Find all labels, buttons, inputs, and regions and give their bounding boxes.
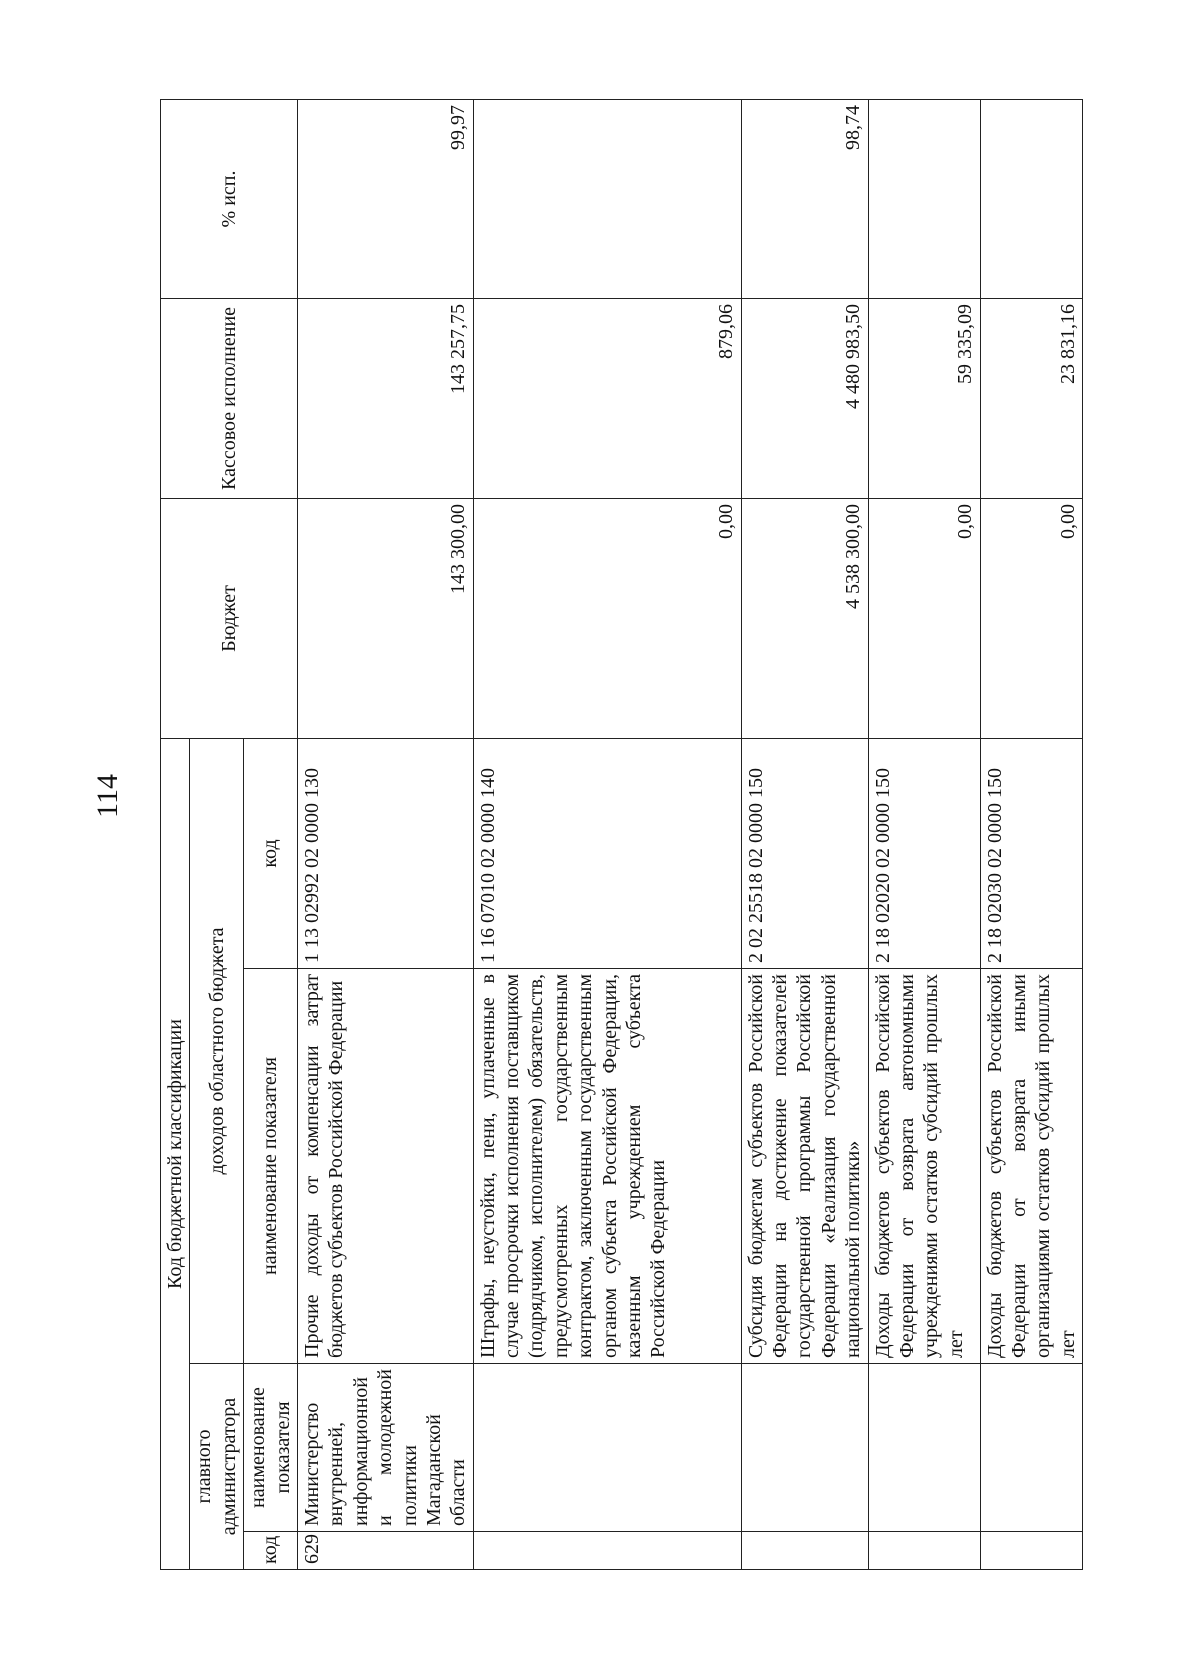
percent-cell <box>980 99 1083 298</box>
admin-name-cell: Министерство внутренней, информационной и молодежной политики Магаданской области <box>297 1364 473 1532</box>
cash-cell: 879,06 <box>473 298 741 498</box>
budget-cell: 0,00 <box>980 498 1083 738</box>
revenue-code-cell: 2 02 25518 02 0000 150 <box>741 738 868 968</box>
admin-code-cell <box>868 1532 980 1570</box>
table-row <box>297 99 473 1569</box>
budget-table <box>160 99 1083 1570</box>
cash-cell: 4 480 983,50 <box>741 298 868 498</box>
revenue-code-cell: 2 18 02030 02 0000 150 <box>980 738 1083 968</box>
budget-cell: 0,00 <box>868 498 980 738</box>
revenue-name-header: наименование показателя <box>244 969 298 1364</box>
revenue-name-cell: Доходы бюджетов субъектов Российской Федерации от возврата автономными учреждениями остатков субсидий прошлых лет <box>868 969 980 1364</box>
budget-cell: 143 300,00 <box>297 498 473 738</box>
percent-execution-header: % исп. <box>161 99 298 298</box>
revenue-code-header: код <box>244 738 298 968</box>
admin-code-cell <box>473 1532 741 1570</box>
cash-cell: 59 335,09 <box>868 298 980 498</box>
classification-header: Код бюджетной классификации <box>161 738 190 1569</box>
percent-cell <box>473 99 741 298</box>
table-row <box>741 99 868 1569</box>
cash-cell: 143 257,75 <box>297 298 473 498</box>
revenue-group-header: доходов областного бюджета <box>190 738 244 1363</box>
revenue-name-cell: Штрафы, неустойки, пени, уплаченные в случае просрочки исполнения поставщиком (подрядчиком, исполнителем) обязательств, предусмотренных государственным контрактом, заключенным государственным органом субъекта Российской Федерации, казенным учреждением субъекта Российской Федерации <box>473 969 741 1364</box>
revenue-name-cell: Субсидия бюджетам субъектов Российской Федерации на достижение показателей государственной программы Российской Федерации «Реализация государственной национальной политики» <box>741 969 868 1364</box>
admin-code-cell <box>741 1532 868 1570</box>
table-row <box>868 99 980 1569</box>
budget-table-wrapper <box>160 100 1079 1570</box>
table-row <box>473 99 741 1569</box>
percent-cell: 98,74 <box>741 99 868 298</box>
revenue-code-cell: 1 16 07010 02 0000 140 <box>473 738 741 968</box>
cash-execution-header: Кассовое исполнение <box>161 298 298 498</box>
percent-cell <box>868 99 980 298</box>
budget-header: Бюджет <box>161 498 298 738</box>
revenue-code-cell: 1 13 02992 02 0000 130 <box>297 738 473 968</box>
page-number: 114 <box>91 774 124 818</box>
admin-name-cell <box>741 1364 868 1532</box>
admin-code-cell: 629 <box>297 1532 473 1570</box>
admin-name-cell <box>980 1364 1083 1532</box>
admin-code-header: код <box>244 1532 298 1570</box>
admin-name-cell <box>473 1364 741 1532</box>
revenue-name-cell: Доходы бюджетов субъектов Российской Федерации от возврата иными организациями остатков субсидий прошлых лет <box>980 969 1083 1364</box>
admin-name-header: наименование показателя <box>244 1364 298 1532</box>
revenue-code-cell: 2 18 02020 02 0000 150 <box>868 738 980 968</box>
budget-cell: 4 538 300,00 <box>741 498 868 738</box>
admin-code-cell <box>980 1532 1083 1570</box>
cash-cell: 23 831,16 <box>980 298 1083 498</box>
admin-name-cell <box>868 1364 980 1532</box>
revenue-name-cell: Прочие доходы от компенсации затрат бюджетов субъектов Российской Федерации <box>297 969 473 1364</box>
table-row <box>980 99 1083 1569</box>
percent-cell: 99,97 <box>297 99 473 298</box>
budget-cell: 0,00 <box>473 498 741 738</box>
admin-group-header: главного администратора <box>190 1364 244 1570</box>
